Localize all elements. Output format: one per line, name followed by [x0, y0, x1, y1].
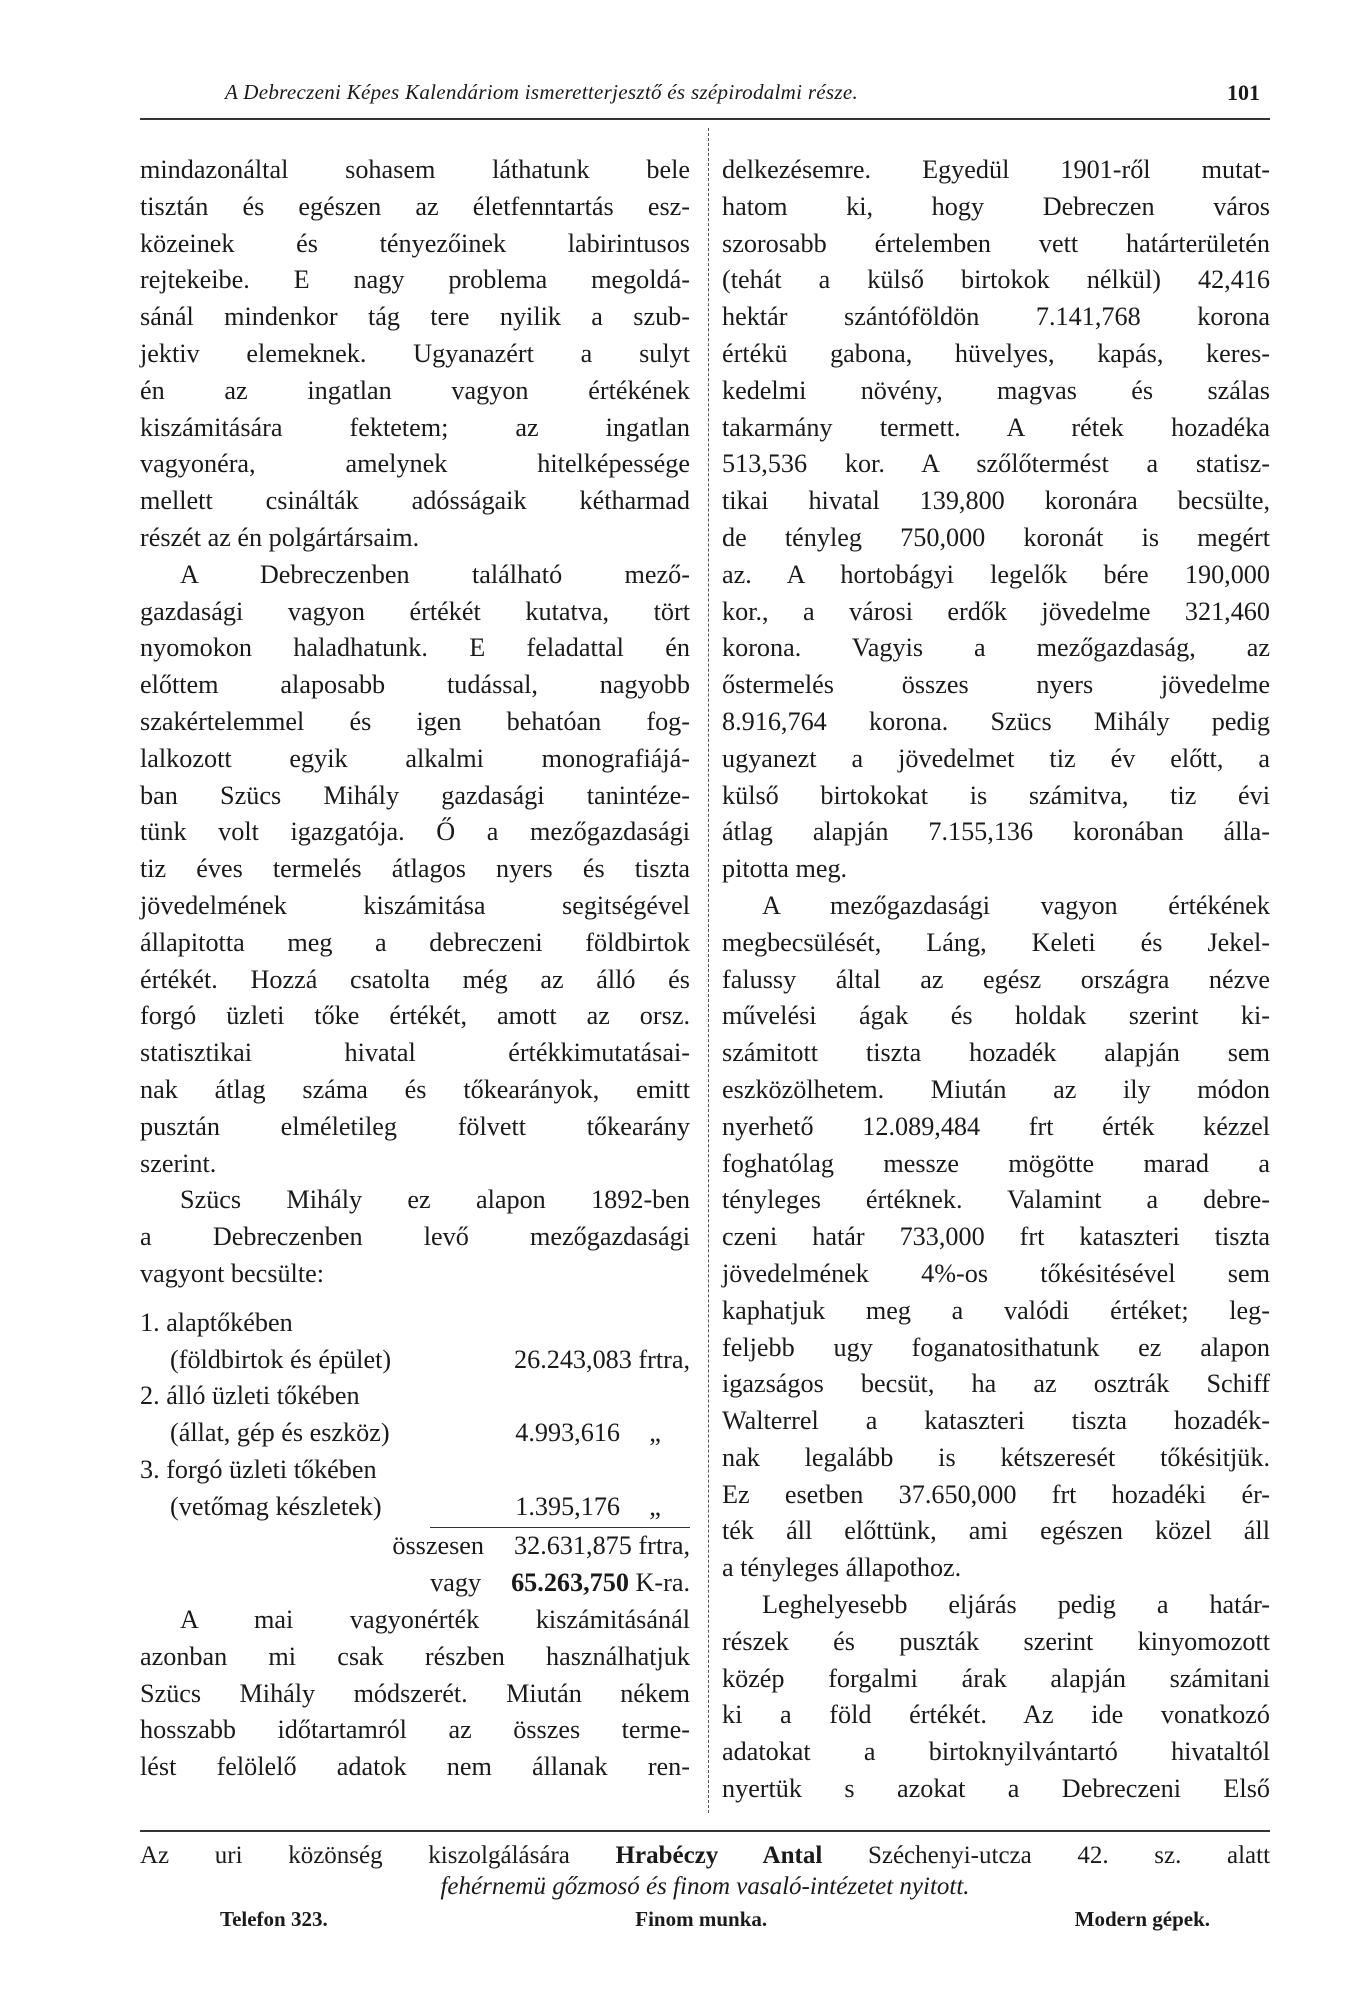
valuation-unit: „: [649, 1491, 661, 1521]
text-line: mindazonáltal sohasem láthatunk bele: [140, 155, 690, 184]
text-line: jövedelmének 4%-os tőkésitésével sem: [722, 1258, 1270, 1288]
text-line: nyerhető 12.089,484 frt érték kézzel: [722, 1111, 1270, 1141]
text-line: A mai vagyonérték kiszámitásánál: [180, 1605, 690, 1635]
text-line: nak átlag száma és tőkearányok, emitt: [140, 1074, 690, 1104]
total-amount: 32.631,875: [514, 1531, 632, 1561]
text-line: 8.916,764 korona. Szücs Mihály pedig: [722, 706, 1270, 736]
text-line: közép forgalmi árak alapján számitani: [722, 1663, 1270, 1693]
text-line: az. A hortobágyi legelők bére 190,000: [722, 559, 1270, 589]
text-line: korona. Vagyis a mezőgazdaság, az: [722, 633, 1270, 663]
text-line: tisztán és egészen az életfenntartás esz-: [140, 191, 690, 221]
ad-phone: Telefon 323.: [220, 1907, 328, 1931]
text-line: mellett csinálták adósságaik kétharmad: [140, 486, 690, 516]
text-line: Ez esetben 37.650,000 frt hozadéki ér-: [722, 1479, 1270, 1509]
text-line: Szücs Mihály ez alapon 1892-ben: [180, 1185, 690, 1215]
text-line: foghatólag messze mögötte marad a: [722, 1148, 1270, 1178]
text-line: kor., a városi erdők jövedelme 321,460: [722, 596, 1270, 626]
text-line: Leghelyesebb eljárás pedig a határ-: [762, 1590, 1270, 1620]
text-line: tényleges értéknek. Valamint a debre-: [722, 1185, 1270, 1215]
paragraph: [140, 152, 690, 557]
text-line: A mezőgazdasági vagyon értékének: [762, 890, 1270, 920]
text-line: lalkozott egyik alkalmi monografiájá-: [140, 743, 690, 773]
ad-line-2: fehérnemü gőzmosó és finom vasaló-intézetet nyitott.: [440, 1873, 970, 1900]
text-line: tünk volt igazgatója. Ő a mezőgazdasági: [140, 817, 690, 847]
text-line: részét az én polgártársaim.: [140, 522, 420, 552]
text-line: de tényleg 750,000 koronát is megért: [722, 522, 1270, 552]
text-line: hatom ki, hogy Debreczen város: [722, 191, 1270, 221]
text-line: (tehát a külső birtokok nélkül) 42,416: [722, 265, 1270, 295]
total-unit: frtra,: [638, 1531, 690, 1561]
text-line: tikai hivatal 139,800 koronára becsülte,: [722, 486, 1270, 516]
text-line: jövedelmének kiszámitása segitségével: [140, 890, 690, 920]
valuation-label: (vetőmag készletek): [170, 1491, 382, 1521]
text-line: vagyont becsülte:: [140, 1258, 324, 1288]
text-line: szerint.: [140, 1148, 217, 1178]
valuation-unit: frtra,: [638, 1344, 690, 1374]
text-line: én az ingatlan vagyon értékének: [140, 375, 690, 405]
valuation-unit: „: [649, 1418, 661, 1448]
advertisement: [140, 1840, 1270, 1934]
valuation-heading: 3. forgó üzleti tőkében: [140, 1454, 377, 1484]
ad-line-1: [140, 1840, 1270, 1872]
text-line: a tényleges állapothoz.: [722, 1553, 962, 1583]
valuation-heading: 2. álló üzleti tőkében: [140, 1381, 360, 1411]
valuation-amount: 4.993,616: [515, 1418, 620, 1448]
text-line: falussy által az egész országra nézve: [722, 964, 1270, 994]
text-line: rejtekeibe. E nagy problema megoldá-: [140, 265, 690, 295]
text-line: lést felölelő adatok nem állanak ren-: [140, 1752, 690, 1782]
text-line: sánál mindenkor tág tere nyilik a szub-: [140, 302, 690, 332]
text-line: azonban mi csak részben használhatjuk: [140, 1641, 690, 1671]
ad-address: Széchenyi-utcza 42. sz. alatt: [867, 1842, 1271, 1869]
ad-slogan: Modern gépek.: [1074, 1907, 1210, 1931]
text-line: átlag alapján 7.155,136 koronában álla-: [722, 817, 1270, 847]
text-line: szakértelemmel és igen behatóan fog-: [140, 706, 690, 736]
ad-text: Az uri közönség kiszolgálására: [140, 1842, 570, 1869]
paragraph: [722, 888, 1270, 1587]
text-line: előttem alaposabb tudással, nagyobb: [140, 670, 690, 700]
text-line: külső birtokokat is számitva, tiz évi: [722, 780, 1270, 810]
text-line: Szücs Mihály módszerét. Miután nékem: [140, 1678, 690, 1708]
text-line: forgó üzleti tőke értékét, amott az orsz.: [140, 1001, 690, 1031]
text-line: A Debreczenben található mező-: [180, 559, 690, 589]
text-line: vagyonéra, amelynek hitelképessége: [140, 449, 690, 479]
valuation-list: [140, 1305, 690, 1602]
right-column: [722, 152, 1270, 1808]
left-column: [140, 152, 690, 1786]
text-line: részek és puszták szerint kinyomozott: [722, 1626, 1270, 1656]
text-line: jektiv elemeknek. Ugyanazért a sulyt: [140, 338, 690, 368]
valuation-amount: 1.395,176: [515, 1491, 620, 1521]
ad-line-3: [140, 1902, 1270, 1934]
ad-slogan: Finom munka.: [635, 1907, 768, 1931]
valuation-label: (földbirtok és épület): [170, 1344, 392, 1374]
text-line: művelési ágak és holdak szerint ki-: [722, 1001, 1270, 1031]
text-line: szorosabb értelemben vett határterületén: [722, 228, 1270, 258]
paragraph: [722, 1587, 1270, 1808]
text-line: takarmány termett. A rétek hozadéka: [722, 412, 1270, 442]
valuation-heading: 1. alaptőkében: [140, 1307, 293, 1337]
text-line: feljebb ugy foganatosithatunk ez alapon: [722, 1332, 1270, 1362]
text-line: tiz éves termelés átlagos nyers és tiszta: [140, 854, 690, 884]
text-line: ugyanezt a jövedelmet tiz év előtt, a: [722, 743, 1270, 773]
total-crowns-row: [140, 1565, 690, 1602]
valuation-item: [140, 1378, 690, 1452]
text-line: megbecsülését, Láng, Keleti és Jekel-: [722, 927, 1270, 957]
text-line: pusztán elméletileg fölvett tőkearány: [140, 1111, 690, 1141]
text-line: statisztikai hivatal értékkimutatásai-: [140, 1038, 690, 1068]
valuation-item: [140, 1452, 690, 1526]
running-title: A Debreczeni Képes Kalendáriom ismeretterjesztő és szépirodalmi része.: [225, 80, 859, 104]
spacer: [140, 1293, 690, 1305]
text-line: czeni határ 733,000 frt kataszteri tiszta: [722, 1222, 1270, 1252]
valuation-amount: 26.243,083: [514, 1344, 632, 1374]
valuation-label: (állat, gép és eszköz): [170, 1418, 390, 1448]
text-line: nyomokon haladhatunk. E feladattal én: [140, 633, 690, 663]
text-line: hosszabb időtartamról az összes terme-: [140, 1715, 690, 1745]
text-line: kaphatjuk meg a valódi értéket; leg-: [722, 1295, 1270, 1325]
text-line: kedelmi növény, magvas és szálas: [722, 375, 1270, 405]
paragraph: [140, 557, 690, 1183]
text-line: igazságos becsüt, ha az osztrák Schiff: [722, 1369, 1270, 1399]
header-rule: [140, 118, 1270, 120]
text-line: ki a föld értékét. Az ide vonatkozó: [722, 1700, 1270, 1730]
valuation-item: [140, 1305, 690, 1379]
total-crowns-unit: K-ra.: [635, 1568, 690, 1598]
text-line: 513,536 kor. A szőlőtermést a statisz-: [722, 449, 1270, 479]
text-line: őstermelés összes nyers jövedelme: [722, 670, 1270, 700]
text-line: ban Szücs Mihály gazdasági tanintéze-: [140, 780, 690, 810]
text-line: állapitotta meg a debreczeni földbirtok: [140, 927, 690, 957]
footer-rule: [140, 1830, 1270, 1832]
text-line: nak legalább is kétszeresét tőkésitjük.: [722, 1442, 1270, 1472]
ad-business-name: Hrabéczy Antal: [615, 1842, 823, 1869]
page-number: 101: [1227, 80, 1260, 105]
text-line: a Debreczenben levő mezőgazdasági: [140, 1222, 690, 1252]
text-line: számitott tiszta hozadék alapján sem: [722, 1038, 1270, 1068]
text-line: közeinek és tényezőinek labirintusos: [140, 228, 690, 258]
column-divider: [708, 128, 709, 1813]
total-crowns-label: vagy: [430, 1568, 482, 1598]
text-line: eszközölhetem. Miután az ily módon: [722, 1074, 1270, 1104]
total-label: összesen: [392, 1531, 484, 1561]
text-line: adatokat a birtoknyilvántartó hivataltól: [722, 1737, 1270, 1767]
text-line: kiszámitására fektetem; az ingatlan: [140, 412, 690, 442]
total-row: [140, 1528, 690, 1565]
text-line: ték áll előttünk, ami egészen közel áll: [722, 1516, 1270, 1546]
text-line: gazdasági vagyon értékét kutatva, tört: [140, 596, 690, 626]
text-line: nyertük s azokat a Debreczeni Első: [722, 1774, 1270, 1804]
text-line: delkezésemre. Egyedül 1901-ről mutat-: [722, 155, 1270, 184]
text-line: értékü gabona, hüvelyes, kapás, keres-: [722, 338, 1270, 368]
text-line: hektár szántóföldön 7.141,768 korona: [722, 302, 1270, 332]
paragraph: [722, 152, 1270, 888]
total-crowns-amount: 65.263,750: [511, 1568, 629, 1598]
page-header: [140, 80, 1270, 114]
paragraph: [140, 1602, 690, 1786]
text-line: pitotta meg.: [722, 854, 848, 884]
text-line: értékét. Hozzá csatolta még az álló és: [140, 964, 690, 994]
paragraph: [140, 1182, 690, 1292]
text-line: Walterrel a kataszteri tiszta hozadék-: [722, 1406, 1270, 1436]
